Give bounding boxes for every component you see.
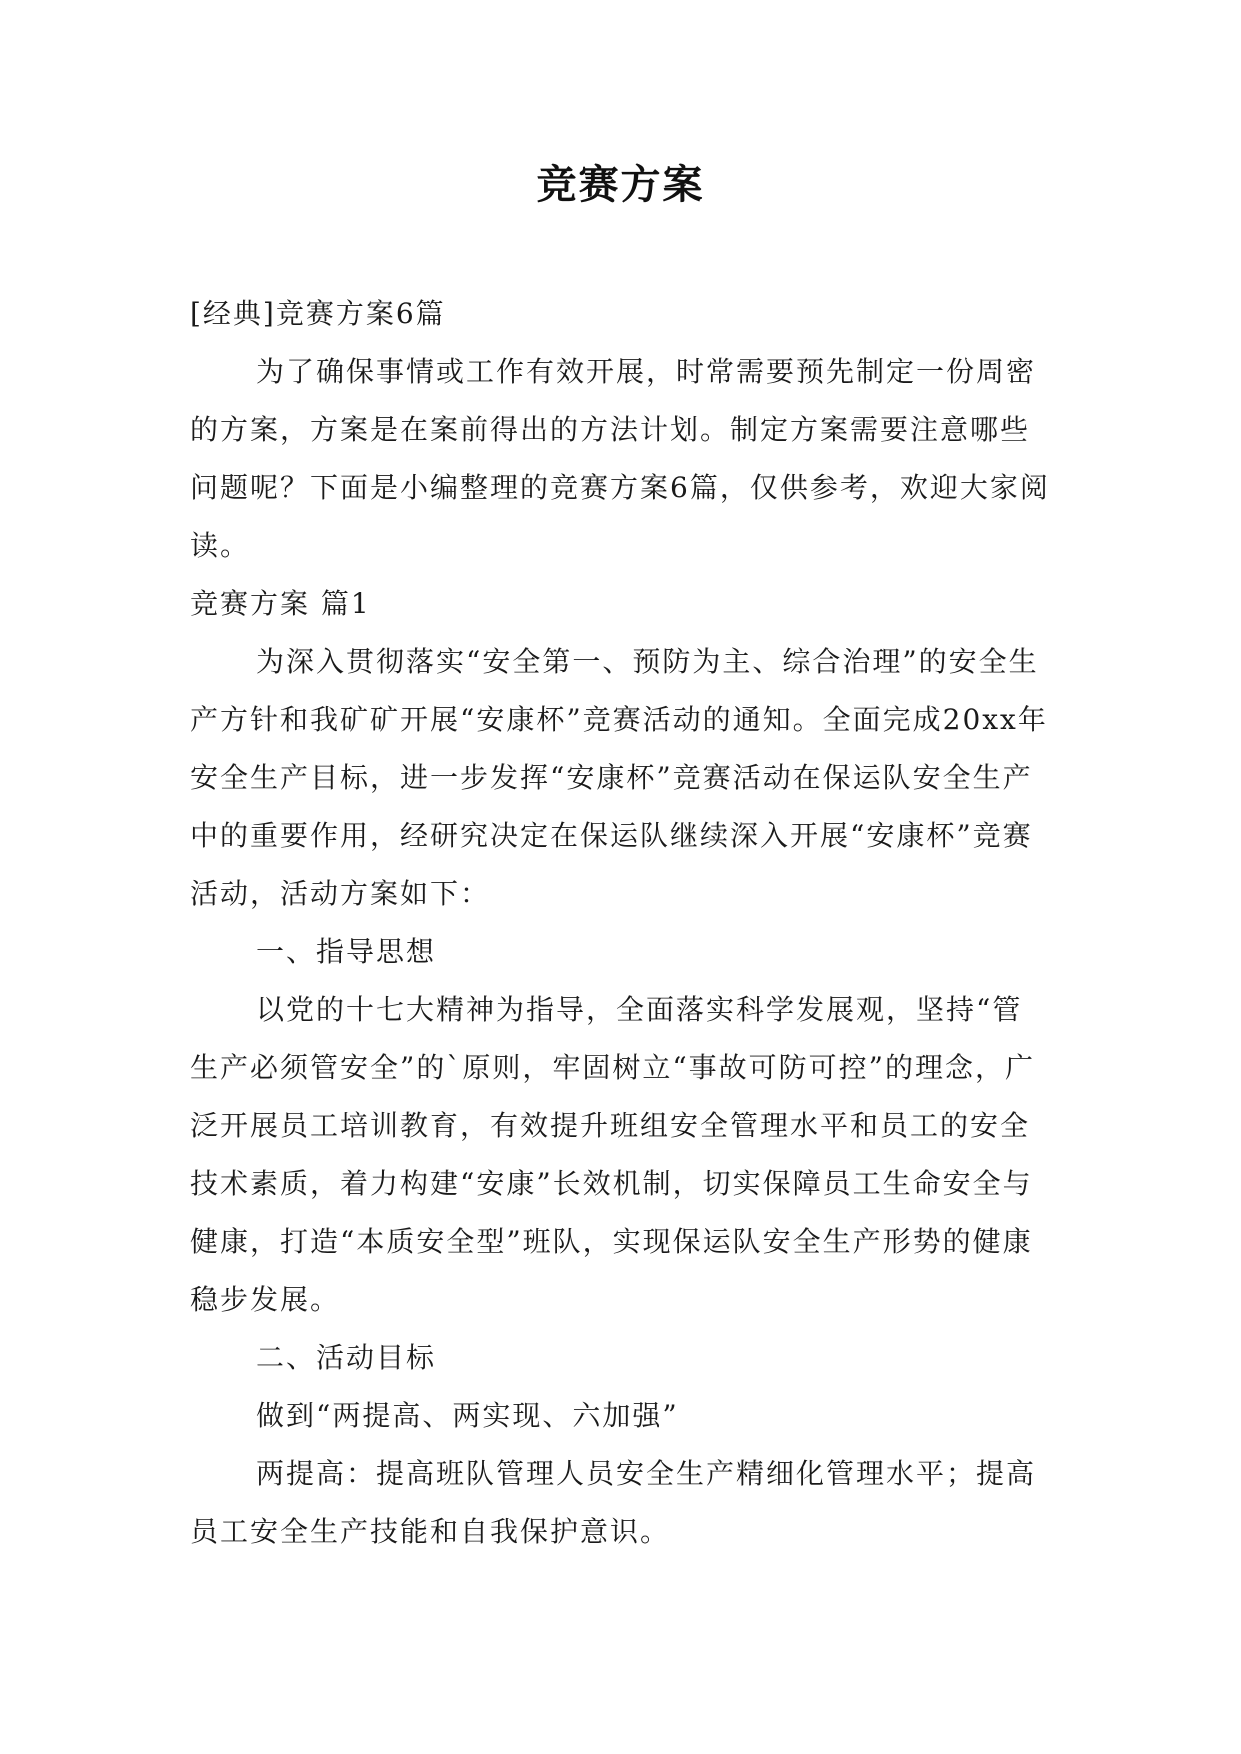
body-paragraph: 两提高：提高班队管理人员安全生产精细化管理水平；提高员工安全生产技能和自我保护意识。 bbox=[190, 1457, 1037, 1548]
subsection-heading: 一、指导思想 bbox=[256, 935, 437, 968]
document-subtitle: [经典]竞赛方案6篇 bbox=[190, 297, 446, 330]
subsection-heading: 二、活动目标 bbox=[256, 1341, 437, 1374]
section-heading: 竞赛方案 篇1 bbox=[190, 587, 371, 620]
document-body bbox=[190, 285, 1050, 1561]
body-paragraph: 做到“两提高、两实现、六加强” bbox=[256, 1399, 679, 1432]
body-paragraph: 以党的十七大精神为指导，全面落实科学发展观，坚持“管生产必须管安全”的`原则，牢固树立“事故可防可控”的理念，广泛开展员工培训教育，有效提升班组安全管理水平和员工的安全技术素质，着力构建“安康”长效机制，切实保障员工生命安全与健康，打造“本质安全型”班队，实现保运队安全生产形势的健康稳步发展。 bbox=[190, 993, 1035, 1316]
body-paragraph: 为深入贯彻落实“安全第一、预防为主、综合治理”的安全生产方针和我矿矿开展“安康杯”竞赛活动的通知。全面完成20xx年安全生产目标，进一步发挥“安康杯”竞赛活动在保运队安全生产中的重要作用，经研究决定在保运队继续深入开展“安康杯”竞赛活动，活动方案如下： bbox=[190, 645, 1048, 910]
intro-paragraph: 为了确保事情或工作有效开展，时常需要预先制定一份周密的方案，方案是在案前得出的方法计划。制定方案需要注意哪些问题呢？下面是小编整理的竞赛方案6篇，仅供参考，欢迎大家阅读。 bbox=[190, 355, 1050, 562]
document-title: 竞赛方案 bbox=[536, 161, 705, 208]
